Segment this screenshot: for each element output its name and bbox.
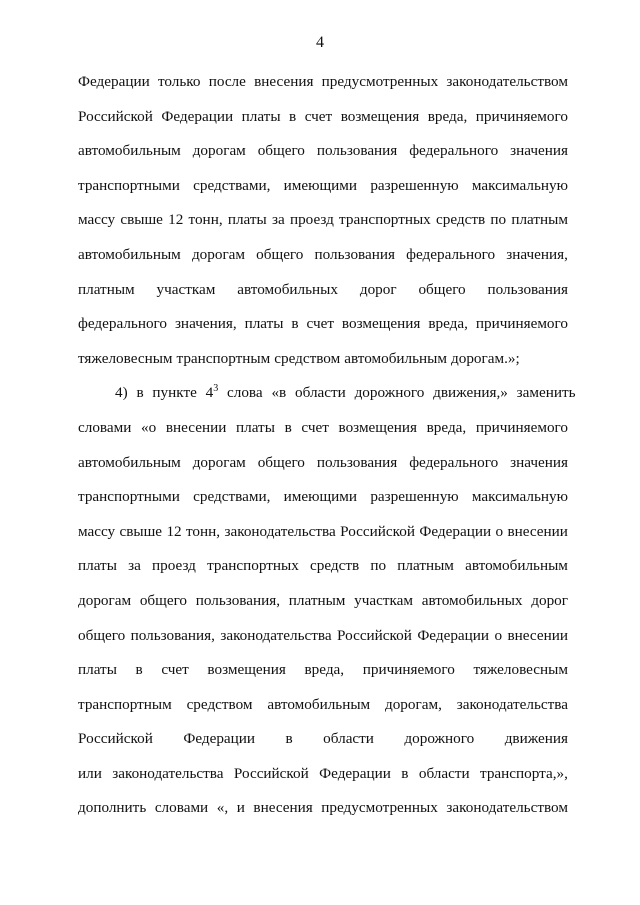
word: автомобильным xyxy=(267,695,371,713)
word: счет xyxy=(304,107,333,125)
word: федерального xyxy=(409,142,499,160)
word: Федерации xyxy=(161,107,234,125)
word: федерального xyxy=(406,245,496,263)
word: Федерации xyxy=(419,522,492,540)
word: пользования, xyxy=(195,591,281,609)
word: значения, xyxy=(174,315,237,333)
word: транспортным xyxy=(176,349,271,367)
text-line xyxy=(78,381,576,416)
word: тонн, xyxy=(188,211,223,229)
word: общего xyxy=(257,142,305,160)
word: автомобильных xyxy=(421,591,523,609)
word: дорогам xyxy=(192,142,246,160)
word: значения xyxy=(510,453,568,471)
word: в xyxy=(291,315,299,333)
word: общего xyxy=(256,245,304,263)
text-line xyxy=(78,658,568,693)
word: «о xyxy=(141,418,157,436)
item-number-text: 4) в пункте 4 xyxy=(115,384,214,402)
word: Российской xyxy=(340,522,415,540)
word: возмещения xyxy=(207,661,286,679)
text-line xyxy=(78,762,568,797)
word: области xyxy=(418,764,470,782)
word: предусмотренных xyxy=(321,799,438,817)
word: в xyxy=(284,418,292,436)
word: массу xyxy=(78,211,116,229)
word: дорогам xyxy=(192,453,246,471)
word: в xyxy=(289,107,297,125)
word: пользования xyxy=(487,280,568,298)
word: средством xyxy=(274,349,341,367)
paragraph-1 xyxy=(78,70,568,381)
word: возмещения xyxy=(341,315,421,333)
word: средств xyxy=(435,211,486,229)
word: в xyxy=(401,764,409,782)
text-line xyxy=(78,589,568,624)
word: значения, xyxy=(506,245,568,263)
word: средствами, xyxy=(193,176,271,194)
word: автомобильным xyxy=(344,349,448,367)
word: законодательства xyxy=(456,695,568,713)
word: автомобильным xyxy=(78,453,181,471)
text-line xyxy=(78,278,568,313)
word: транспортных xyxy=(339,211,431,229)
word: о xyxy=(495,522,504,540)
word: предусмотренных xyxy=(321,73,439,90)
word: за xyxy=(271,211,285,229)
word: средствами, xyxy=(193,488,271,506)
word: платным xyxy=(78,280,135,298)
word: участкам xyxy=(354,591,414,609)
word: Федерации xyxy=(319,764,391,782)
text-line xyxy=(78,451,568,486)
word: «, xyxy=(216,799,229,817)
word: Российской xyxy=(78,107,153,125)
word: дорог xyxy=(359,280,397,298)
word: внесении xyxy=(507,522,568,540)
word: законодательством xyxy=(446,799,568,817)
text-line xyxy=(78,312,568,347)
word: общего xyxy=(257,453,305,471)
text-line xyxy=(78,624,568,659)
word: Российской xyxy=(337,626,412,644)
word: законодательства xyxy=(112,764,224,782)
word: словами xyxy=(154,799,209,817)
paragraph-2 xyxy=(78,381,576,831)
text-line xyxy=(78,208,568,243)
word: пользования xyxy=(316,453,398,471)
word: счет xyxy=(161,661,189,679)
word: внесения xyxy=(253,799,313,817)
word: платным xyxy=(397,557,454,575)
word: о xyxy=(494,626,503,644)
word: счет xyxy=(306,315,334,333)
text-line xyxy=(78,243,568,278)
text-line xyxy=(78,139,568,174)
word: транспортными xyxy=(78,176,180,194)
text-line xyxy=(78,174,568,209)
word: свыше xyxy=(120,211,163,229)
word: дорогам xyxy=(191,245,246,263)
word: 12 xyxy=(166,522,182,540)
word: пользования, xyxy=(130,626,215,644)
text-line xyxy=(78,520,568,555)
word: массу xyxy=(78,522,116,540)
word: по xyxy=(370,557,387,575)
word: свыше xyxy=(119,522,163,540)
text-line xyxy=(78,796,568,831)
word: и xyxy=(236,799,245,817)
word: после xyxy=(208,73,246,90)
word: причиняемого xyxy=(475,418,568,436)
word: общего xyxy=(139,591,188,609)
word: максимальную xyxy=(471,488,568,506)
word: дополнить xyxy=(78,799,147,817)
word: автомобильных xyxy=(237,280,338,298)
word: возмещения xyxy=(338,418,417,436)
word: тяжеловесным xyxy=(473,661,568,679)
word: платным xyxy=(288,591,346,609)
word: платы xyxy=(78,557,117,575)
word: 12 xyxy=(168,211,184,229)
word: участкам xyxy=(156,280,216,298)
word: транспортными xyxy=(78,488,180,506)
word: проезд xyxy=(152,557,196,575)
word: или xyxy=(78,764,102,782)
text-line xyxy=(78,416,568,451)
word: по xyxy=(490,211,507,229)
word: автомобильным xyxy=(78,245,181,263)
word: Федерации xyxy=(183,730,256,748)
word: федерального xyxy=(78,315,167,333)
text-line xyxy=(78,727,568,762)
word: словами xyxy=(78,418,132,436)
word: платным xyxy=(511,211,568,229)
word: платы xyxy=(241,107,281,125)
word: за xyxy=(128,557,141,575)
word: Федерации xyxy=(78,73,150,90)
word: максимальную xyxy=(471,176,568,194)
word: дорог xyxy=(531,591,568,609)
word: только xyxy=(157,73,201,90)
word: дорогам.»; xyxy=(451,349,520,367)
word: причиняемого xyxy=(475,315,568,333)
superscript: 3 xyxy=(213,383,219,395)
text-line xyxy=(78,70,568,105)
word: тонн, xyxy=(186,522,221,540)
word: счет xyxy=(301,418,329,436)
word: автомобильным xyxy=(465,557,568,575)
word: дорожного xyxy=(404,730,475,748)
word: платы xyxy=(78,661,117,679)
word: законодательства xyxy=(224,522,336,540)
word: общего xyxy=(78,626,126,644)
word: вреда, xyxy=(426,418,467,436)
word: внесения xyxy=(254,73,314,90)
word: законодательством xyxy=(446,73,568,90)
text-line xyxy=(78,485,568,520)
word: платы xyxy=(244,315,284,333)
word: пользования xyxy=(316,142,398,160)
word: автомобильным xyxy=(78,142,181,160)
word: федерального xyxy=(409,453,499,471)
word: платы xyxy=(227,211,267,229)
word: общего xyxy=(418,280,466,298)
text-line xyxy=(78,347,568,382)
word: области xyxy=(323,730,374,748)
word: в xyxy=(285,730,293,748)
word: Федерации xyxy=(417,626,490,644)
word: причиняемого xyxy=(362,661,455,679)
word: разрешенную xyxy=(370,176,459,194)
text-span: слова «в области дорожного движения,» заменить xyxy=(218,384,576,402)
word: Российской xyxy=(78,730,153,748)
word: имеющими xyxy=(283,488,358,506)
word: средств xyxy=(310,557,360,575)
text-line xyxy=(78,105,568,140)
word: транспорта,», xyxy=(480,764,568,782)
word: дорогам, xyxy=(384,695,442,713)
word: дорогам xyxy=(78,591,132,609)
word: транспортным xyxy=(78,695,172,713)
word: разрешенную xyxy=(370,488,459,506)
word: вреда, xyxy=(428,315,468,333)
word: пользования xyxy=(314,245,395,263)
word: имеющими xyxy=(283,176,358,194)
word: внесении xyxy=(507,626,568,644)
text-line xyxy=(78,693,568,728)
word: законодательства xyxy=(220,626,332,644)
word: возмещения xyxy=(340,107,420,125)
word: вреда, xyxy=(304,661,345,679)
word: проезд xyxy=(289,211,334,229)
page-number: 4 xyxy=(316,34,324,51)
word: вреда, xyxy=(427,107,468,125)
word: Российской xyxy=(233,764,309,782)
word: платы xyxy=(236,418,275,436)
word: средством xyxy=(186,695,253,713)
word: движения xyxy=(504,730,568,748)
word: значения xyxy=(510,142,568,160)
word: в xyxy=(135,661,143,679)
document-body xyxy=(78,70,576,831)
word: внесении xyxy=(165,418,227,436)
word: транспортных xyxy=(207,557,299,575)
word: причиняемого xyxy=(475,107,568,125)
word: тяжеловесным xyxy=(78,349,173,367)
text-line xyxy=(78,554,568,589)
